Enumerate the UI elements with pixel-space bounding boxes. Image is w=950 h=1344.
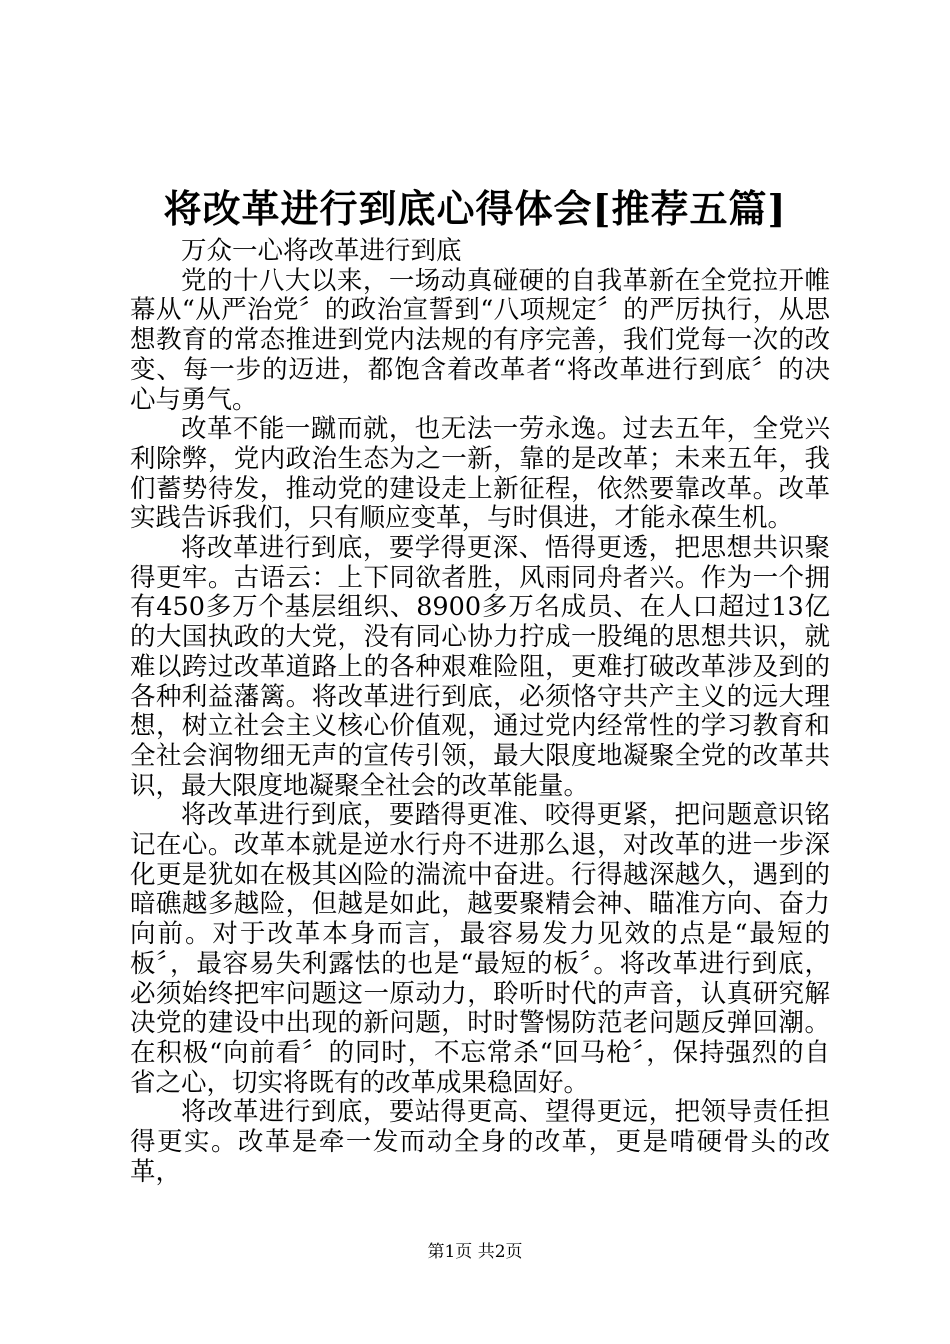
document-body: [130, 237, 830, 1188]
paragraph: 改革不能一蹴而就，也无法一劳永逸。过去五年，全党兴利除弊，党内政治生态为之一新，靠的是改革；未来五年，我们蓄势待发，推动党的建设走上新征程，依然要靠改革。改革实践告诉我们，只有顺应变革，与时俱进，才能永葆生机。: [130, 414, 830, 534]
paragraph: 将改革进行到底，要学得更深、悟得更透，把思想共识聚得更牢。古语云：上下同欲者胜，风雨同舟者兴。作为一个拥有450多万个基层组织、8900多万名成员、在人口超过13亿的大国执政的大党，没有同心协力拧成一股绳的思想共识，就难以跨过改革道路上的各种艰难险阻，更难打破改革涉及到的各种利益藩篱。将改革进行到底，必须恪守共产主义的远大理想，树立社会主义核心价值观，通过党内经常性的学习教育和全社会润物细无声的宣传引领，最大限度地凝聚全党的改革共识，最大限度地凝聚全社会的改革能量。: [130, 533, 830, 801]
paragraph: 将改革进行到底，要站得更高、望得更远，把领导责任担得更实。改革是牵一发而动全身的改革，更是啃硬骨头的改革，: [130, 1097, 830, 1187]
paragraph-subtitle: 万众一心将改革进行到底: [181, 236, 462, 266]
paragraph: 党的十八大以来，一场动真碰硬的自我革新在全党拉开帷幕从“从严治党〞的政治宣誓到“八项规定〞的严厉执行，从思想教育的常态推进到党内法规的有序完善，我们党每一次的改变、每一步的迈进，都饱含着改革者“将改革进行到底〞的决心与勇气。: [130, 265, 830, 415]
document-title: 将改革进行到底心得体会[推荐五篇]: [163, 186, 787, 231]
paragraph: 将改革进行到底，要踏得更准、咬得更紧，把问题意识铭记在心。改革本就是逆水行舟不进那么退，对改革的进一步深化更是犹如在极其凶险的湍流中奋进。行得越深越久，遇到的暗礁越多越险，但越是如此，越要聚精会神、瞄准方向、奋力向前。对于改革本身而言，最容易发力见效的点是“最短的板〞，最容易失利露怯的也是“最短的板〞。将改革进行到底，必须始终把牢问题这一原动力，聆听时代的声音，认真研究解决党的建设中出现的新问题，时时警惕防范老问题反弹回潮。在积极“向前看〞的同时，不忘常杀“回马枪〞，保持强烈的自省之心，切实将既有的改革成果稳固好。: [130, 800, 830, 1098]
page-footer: 第1页 共2页: [427, 1242, 523, 1262]
